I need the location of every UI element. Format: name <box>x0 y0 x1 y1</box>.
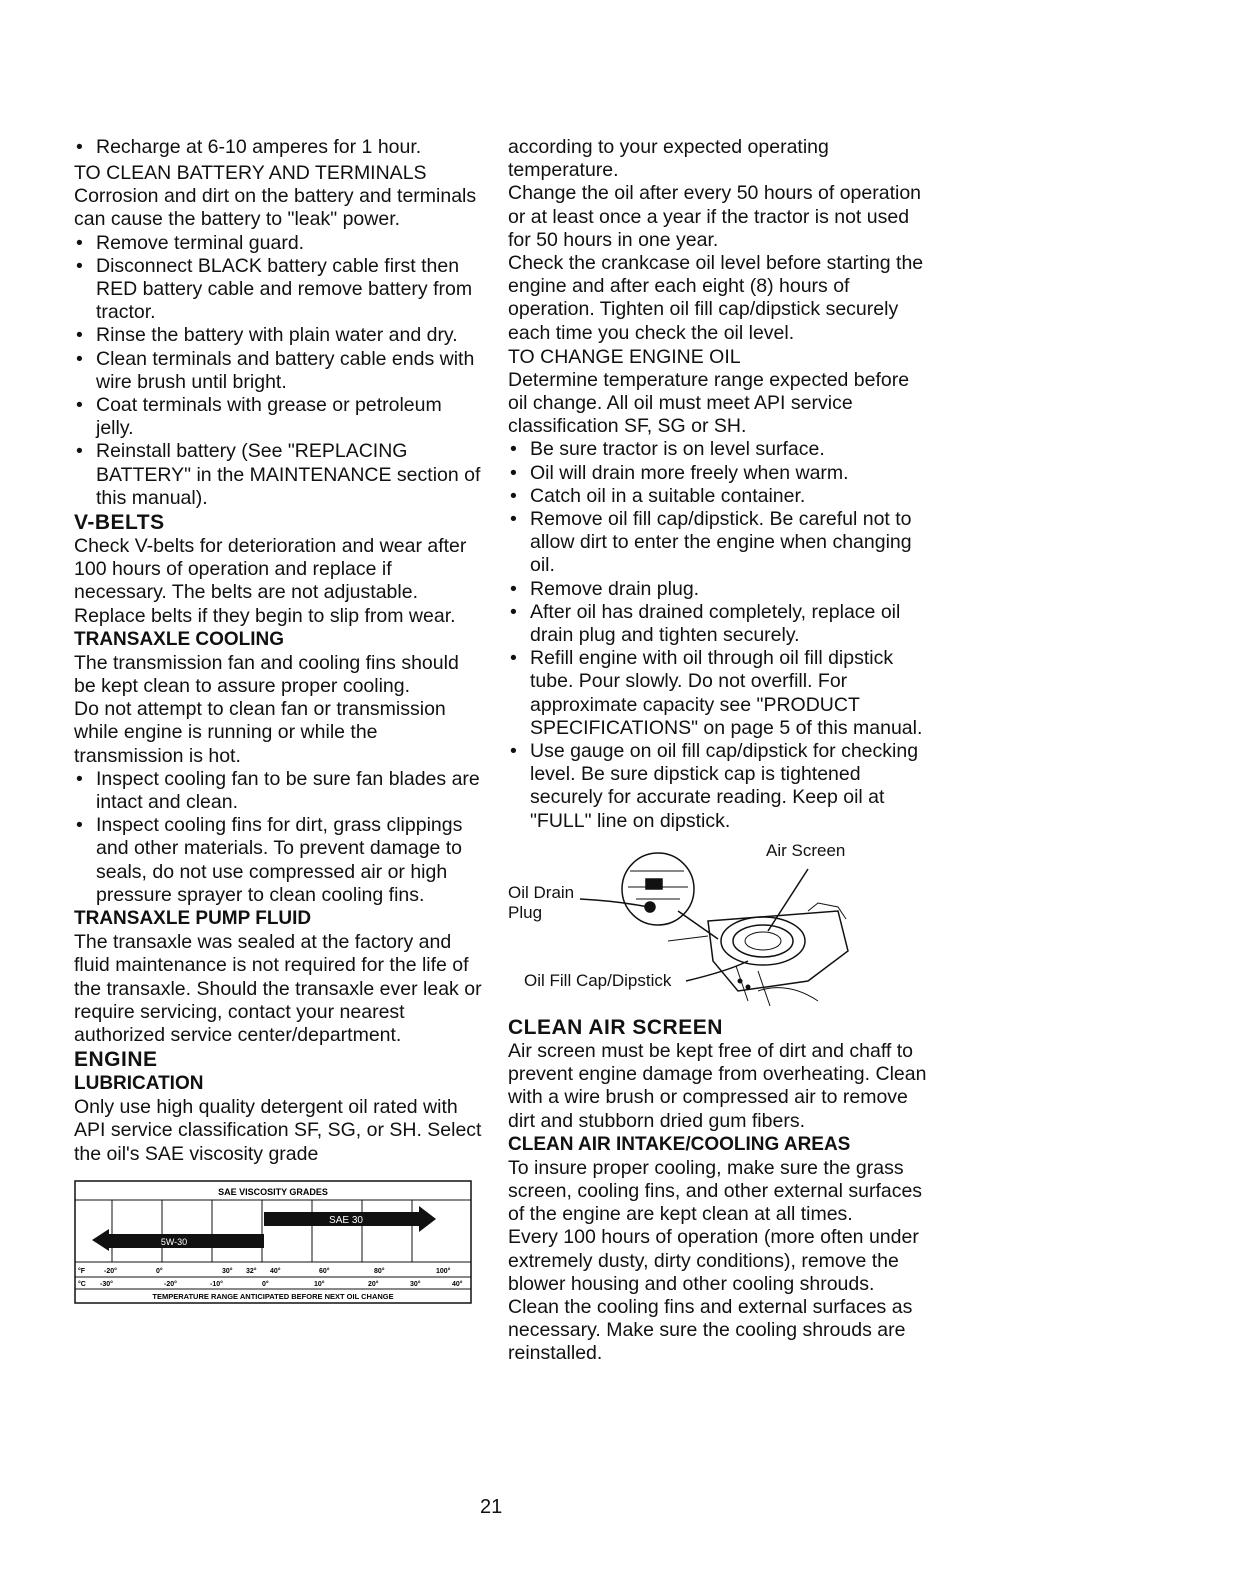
list-item: • Inspect cooling fins for dirt, grass clippings and other materials. To prevent damage to seals, do not use compressed air or high pressure sprayer to clean cooling fins. <box>74 814 484 907</box>
list-item: • Recharge at 6-10 amperes for 1 hour. <box>74 136 484 159</box>
c-tick: 10° <box>314 1280 325 1288</box>
transaxle-cooling-warning: Do not attempt to clean fan or transmission while engine is running or while the transmission is hot. <box>74 698 446 767</box>
c-tick: -20° <box>164 1280 177 1288</box>
list-item: • Remove terminal guard. <box>74 232 484 255</box>
list-item: • Rinse the battery with plain water and dry. <box>74 324 484 347</box>
oil-drain-label-line2: Plug <box>508 902 543 922</box>
5w-30-label: 5W-30 <box>160 1236 188 1247</box>
clean-air-screen-heading: CLEAN AIR SCREEN <box>508 1015 723 1039</box>
oil-drain-leader <box>580 899 648 907</box>
lubrication-heading: LUBRICATION <box>74 1073 204 1095</box>
c-tick: -10° <box>210 1280 223 1288</box>
f-tick: 80° <box>374 1267 385 1275</box>
f-tick: 40° <box>270 1267 281 1275</box>
transaxle-cooling-heading: TRANSAXLE COOLING <box>74 628 285 650</box>
clean-air-intake-text: To insure proper cooling, make sure the grass screen, cooling fins, and other external surfaces of the engine are kept clean at all times. <box>508 1156 923 1226</box>
lubrication-text: Only use high quality detergent oil rated with API service classification SF, SG, or SH. Select the oil's SAE viscosity grade <box>74 1096 482 1165</box>
list-item: • Remove drain plug. <box>508 578 928 601</box>
c-tick: 40° <box>452 1280 463 1288</box>
f-tick: 60° <box>319 1267 330 1275</box>
sae-viscosity-chart <box>74 1180 472 1309</box>
oil-change-interval-text: Change the oil after every 50 hours of operation or at least once a year if the tractor is not used for 50 hours in one year. <box>508 182 922 251</box>
lubrication-continued: according to your expected operating temperature. <box>508 136 829 182</box>
oil-fill-leader <box>686 961 748 981</box>
oil-level-check-text: Check the crankcase oil level before starting the engine and after each eight (8) hours of operation. Tighten oil fill cap/dipstick securely each time you check the oil level. <box>508 252 924 344</box>
chart-title: SAE VISCOSITY GRADES <box>218 1186 328 1197</box>
list-item: • Coat terminals with grease or petroleum jelly. <box>74 394 484 440</box>
chart-footer: TEMPERATURE RANGE ANTICIPATED BEFORE NEXT OIL CHANGE <box>152 1291 394 1301</box>
clean-battery-text: Corrosion and dirt on the battery and terminals can cause the battery to "leak" power. <box>74 185 477 231</box>
transaxle-cooling-text: The transmission fan and cooling fins should be kept clean to assure proper cooling. <box>74 651 459 698</box>
air-screen-label: Air Screen <box>766 840 846 860</box>
vbelts-text: Check V-belts for deterioration and wear after 100 hours of operation and replace if necessary. The belts are not adjustable. Replace belts if they begin to slip from wear. <box>74 535 467 627</box>
list-item: • Remove oil fill cap/dipstick. Be careful not to allow dirt to enter the engine when changing oil. <box>508 508 928 578</box>
clean-battery-title: TO CLEAN BATTERY AND TERMINALS <box>74 162 427 185</box>
list-item: • Catch oil in a suitable container. <box>508 485 928 508</box>
sae-viscosity-chart-svg <box>74 1180 472 1304</box>
engine-body <box>708 911 848 991</box>
sae-30-label: SAE 30 <box>329 1214 363 1226</box>
list-item: • Oil will drain more freely when warm. <box>508 462 928 485</box>
c-tick: 20° <box>368 1280 379 1288</box>
vbelts-heading: V-BELTS <box>74 511 165 535</box>
f-tick: °F <box>78 1267 86 1275</box>
engine-illustration <box>508 841 928 1011</box>
change-engine-oil-title: TO CHANGE ENGINE OIL <box>508 345 741 368</box>
f-tick: 0° <box>156 1267 163 1275</box>
list-item: • After oil has drained completely, replace oil drain plug and tighten securely. <box>508 601 928 647</box>
clean-battery-list <box>74 232 484 510</box>
clean-air-screen-text: Air screen must be kept free of dirt and chaff to prevent engine damage from overheating. Clean with a wire brush or compressed air to remove dirt and stubborn dried gum fibers. <box>508 1039 927 1132</box>
list-item: • Refill engine with oil through oil fill dipstick tube. Pour slowly. Do not overfill. For approximate capacity see "PRODUCT SPECIFICATIONS" on page 5 of this manual. <box>508 647 928 740</box>
f-tick: 100° <box>436 1267 451 1275</box>
transaxle-pump-heading: TRANSAXLE PUMP FLUID <box>74 908 312 930</box>
c-tick: -30° <box>100 1280 113 1288</box>
change-engine-oil-list <box>508 438 928 832</box>
left-column <box>74 136 484 1309</box>
cooling-maintenance-text: Every 100 hours of operation (more often under extremely dusty, dirty conditions), remove the blower housing and other cooling shrouds. Clean the cooling fins and external surfaces as necessary. Make sure the cooling shrouds are reinstalled. <box>508 1226 919 1365</box>
f-tick: 30° <box>222 1267 233 1275</box>
c-tick: 0° <box>262 1280 269 1288</box>
right-column <box>508 136 928 1366</box>
transaxle-pump-text: The transaxle was sealed at the factory and fluid maintenance is not required for the life of the transaxle. Should the transaxle ever leak or require servicing, contact your nearest authorized service center/department. <box>74 931 482 1046</box>
list-item: • Use gauge on oil fill cap/dipstick for checking level. Be sure dipstick cap is tightened securely for accurate reading. Keep oil at "FULL" line on dipstick. <box>508 740 928 833</box>
f-tick: -20° <box>104 1267 117 1275</box>
change-engine-oil-text: Determine temperature range expected before oil change. All oil must meet API service classification SF, SG or SH. <box>508 368 910 438</box>
transaxle-cooling-list <box>74 768 484 907</box>
clean-air-intake-heading: CLEAN AIR INTAKE/COOLING AREAS <box>508 1133 851 1155</box>
engine-heading: ENGINE <box>74 1048 158 1072</box>
list-item: • Disconnect BLACK battery cable first then RED battery cable and remove battery from tractor. <box>74 255 484 325</box>
page-number: 21 <box>480 1496 503 1518</box>
c-tick: °C <box>78 1280 86 1288</box>
c-tick: 30° <box>410 1280 421 1288</box>
list-item: • Be sure tractor is on level surface. <box>508 438 928 461</box>
recharge-list <box>74 136 484 159</box>
oil-fill-label: Oil Fill Cap/Dipstick <box>524 970 672 990</box>
f-tick: 32° <box>246 1267 257 1275</box>
list-item: • Reinstall battery (See "REPLACING BATTERY" in the MAINTENANCE section of this manual). <box>74 440 484 510</box>
list-item: • Inspect cooling fan to be sure fan blades are intact and clean. <box>74 768 484 814</box>
list-item: • Clean terminals and battery cable ends with wire brush until bright. <box>74 348 484 394</box>
oil-drain-label: Oil Drain <box>508 882 575 902</box>
